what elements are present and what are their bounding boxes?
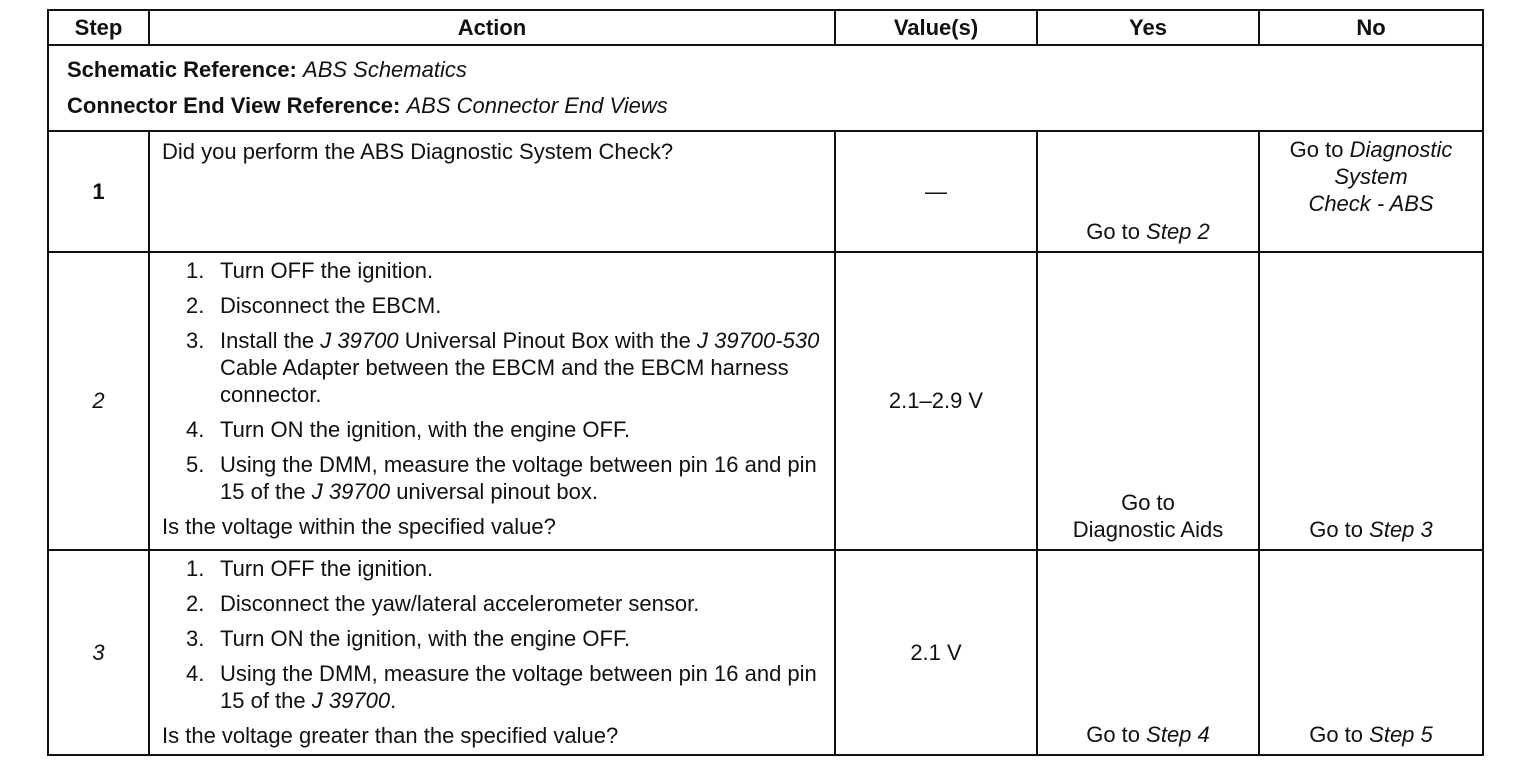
value-text: — <box>925 178 947 204</box>
list-item: 2. Disconnect the EBCM. <box>186 293 442 318</box>
header-no: No <box>1259 10 1483 45</box>
action-cell <box>149 550 835 755</box>
value-cell <box>835 131 1037 252</box>
reference-row <box>48 45 1483 131</box>
step-number: 2 <box>48 252 149 550</box>
schematic-reference-label: Schematic Reference: <box>67 57 297 82</box>
action-cell <box>149 131 835 252</box>
tool-reference-link[interactable]: J 39700-530 <box>696 328 820 353</box>
value-text: 2.1 V <box>910 639 962 665</box>
list-item: 2. Disconnect the yaw/lateral accelerometer sensor. <box>186 591 700 616</box>
connector-reference-label: Connector End View Reference: <box>67 93 401 118</box>
header-action: Action <box>149 10 835 45</box>
yes-link[interactable]: Diagnostic Aids <box>1072 517 1224 542</box>
no-cell: Go to Diagnostic System Check - ABS <box>1259 131 1483 252</box>
no-cell: Go to Step 3 <box>1259 252 1483 550</box>
tool-reference-link[interactable]: J 39700 <box>320 328 399 353</box>
list-item: 3. Install the J 39700 Universal Pinout Box with the J 39700-530 Cable Adapter between the EBCM and the EBCM harness connector. <box>186 328 820 407</box>
diagnostic-table <box>47 9 1484 756</box>
value-cell <box>835 550 1037 755</box>
header-values: Value(s) <box>835 10 1037 45</box>
tool-reference-link[interactable]: J 39700 <box>311 479 391 504</box>
value-cell <box>835 252 1037 550</box>
action-steps <box>162 555 824 714</box>
no-cell: Go to Step 5 <box>1259 550 1483 755</box>
step-number: 1 <box>48 131 149 252</box>
connector-reference <box>67 88 1482 124</box>
list-item: 4. Using the DMM, measure the voltage between pin 16 and pin 15 of the J 39700. <box>186 661 817 713</box>
header-step: Step <box>48 10 149 45</box>
step-row-3 <box>48 550 1483 755</box>
no-link[interactable]: Step 3 <box>1369 517 1433 542</box>
action-cell <box>149 252 835 550</box>
list-item: 4. Turn ON the ignition, with the engine OFF. <box>186 417 631 442</box>
question-text: Is the voltage greater than the specified value? <box>162 723 619 748</box>
reference-cell <box>48 45 1483 131</box>
list-item: 1. Turn OFF the ignition. <box>186 556 434 581</box>
no-link[interactable]: Step 5 <box>1369 722 1433 747</box>
question-text: Did you perform the ABS Diagnostic System Check? <box>162 139 674 164</box>
yes-cell: Go to Diagnostic Aids <box>1037 252 1259 550</box>
step-row-1 <box>48 131 1483 252</box>
header-row <box>48 10 1483 45</box>
connector-reference-link[interactable]: ABS Connector End Views <box>406 93 668 118</box>
list-item: 5. Using the DMM, measure the voltage between pin 16 and pin 15 of the J 39700 universal pinout box. <box>186 452 817 504</box>
schematic-reference <box>67 52 1482 88</box>
step-number: 3 <box>48 550 149 755</box>
value-text: 2.1–2.9 V <box>888 388 984 413</box>
schematic-reference-link[interactable]: ABS Schematics <box>303 57 467 82</box>
list-item: 3. Turn ON the ignition, with the engine OFF. <box>186 626 631 651</box>
question-text: Is the voltage within the specified value? <box>162 514 556 539</box>
step-row-2 <box>48 252 1483 550</box>
header-yes: Yes <box>1037 10 1259 45</box>
yes-link[interactable]: Step 4 <box>1146 722 1210 747</box>
yes-cell: Go to Step 2 <box>1037 131 1259 252</box>
yes-link[interactable]: Step 2 <box>1146 219 1210 244</box>
no-link[interactable]: Diagnostic <box>1349 137 1453 162</box>
list-item: 1. Turn OFF the ignition. <box>186 258 434 283</box>
tool-reference-link[interactable]: J 39700 <box>311 688 391 713</box>
yes-cell: Go to Step 4 <box>1037 550 1259 755</box>
action-steps <box>162 257 824 505</box>
